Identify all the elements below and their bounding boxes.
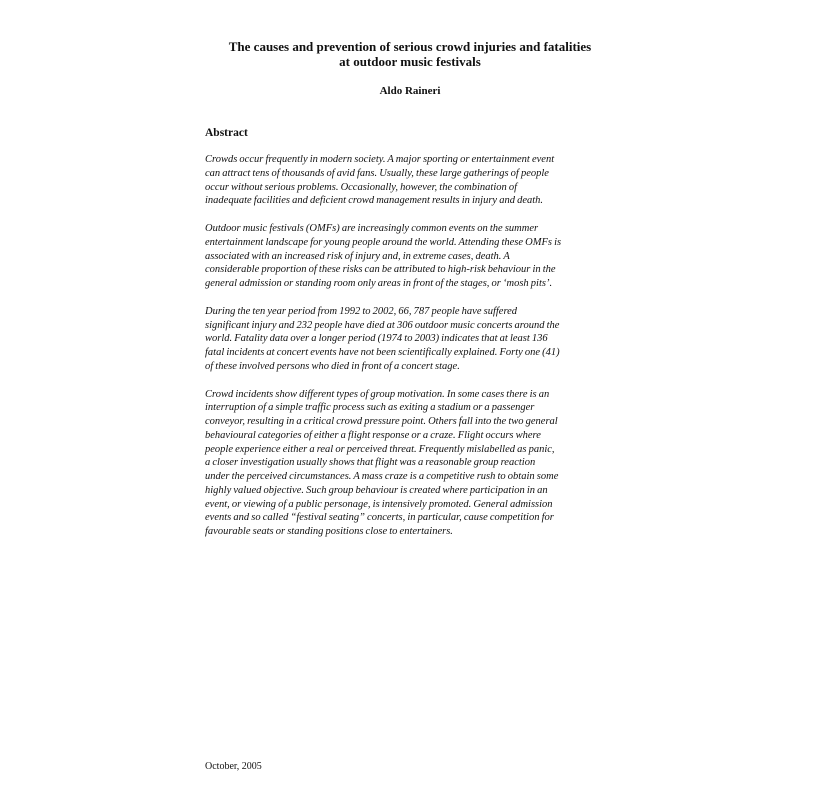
paper-title: [0, 39, 820, 69]
abstract-line: people experience either a real or perceived threat. Frequently mislabelled as panic,: [205, 443, 555, 455]
abstract-line: events and so called “festival seating” concerts, in particular, cause competition for: [205, 512, 554, 524]
abstract-line: world. Fatality data over a longer period (1974 to 2003) indicates that at least 136: [205, 333, 548, 345]
abstract-line: can attract tens of thousands of avid fans. Usually, these large gatherings of people: [205, 167, 549, 179]
abstract-paragraph: [205, 388, 620, 539]
abstract-line: occur without serious problems. Occasionally, however, the combination of: [205, 181, 518, 193]
abstract-paragraph: [205, 222, 620, 291]
abstract-line: highly valued objective. Such group behaviour is created where participation in an: [205, 484, 548, 496]
abstract-line: event, or viewing of a public personage, is intensively promoted. General admission: [205, 498, 553, 510]
abstract-line: of these involved persons who died in front of a concert stage.: [205, 360, 460, 372]
abstract-line: Crowds occur frequently in modern society. A major sporting or entertainment event: [205, 154, 555, 165]
abstract-line: conveyor, resulting in a critical crowd pressure point. Others fall into the two general: [205, 416, 558, 427]
abstract-line: a closer investigation usually shows that flight was a reasonable group reaction: [205, 457, 536, 469]
abstract-line: general admission or standing room only areas in front of the stages, or ‘mosh pits’.: [205, 278, 553, 289]
abstract-line: Crowd incidents show different types of group motivation. In some cases there is an: [205, 388, 550, 400]
abstract-line: considerable proportion of these risks can be attributed to high-risk behaviour in the: [205, 264, 556, 276]
abstract-line: inadequate facilities and deficient crowd management results in injury and death.: [205, 195, 544, 207]
abstract-heading: Abstract: [205, 127, 248, 139]
paper-title-line-2: at outdoor music festivals: [339, 54, 481, 69]
abstract-line: During the ten year period from 1992 to 2002, 66, 787 people have suffered: [205, 305, 518, 317]
author-name: Aldo Raineri: [379, 85, 441, 97]
abstract-line: significant injury and 232 people have died at 306 outdoor music concerts around the: [205, 319, 560, 331]
abstract-line: behavioural categories of either a flight response or a craze. Flight occurs where: [205, 429, 541, 441]
abstract-line: favourable seats or standing positions close to entertainers.: [205, 526, 453, 537]
abstract-line: entertainment landscape for young people around the world. Attending these OMFs is: [205, 236, 562, 248]
abstract-paragraph: [205, 153, 620, 208]
paper-title-line-1: The causes and prevention of serious crowd injuries and fatalities: [228, 39, 592, 54]
abstract-line: under the perceived circumstances. A mass craze is a competitive rush to obtain some: [205, 471, 559, 482]
abstract-line: interruption of a simple traffic process such as exiting a stadium or a passenger: [205, 402, 535, 414]
footer-date: October, 2005: [205, 761, 262, 772]
abstract-line: fatal incidents at concert events have not been scientifically explained. Forty one (41): [205, 347, 560, 358]
abstract-paragraph: [205, 305, 620, 374]
abstract-line: Outdoor music festivals (OMFs) are increasingly common events on the summer: [205, 223, 539, 234]
abstract-body: [205, 153, 620, 553]
abstract-line: associated with an increased risk of injury and, in extreme cases, death. A: [205, 250, 510, 262]
